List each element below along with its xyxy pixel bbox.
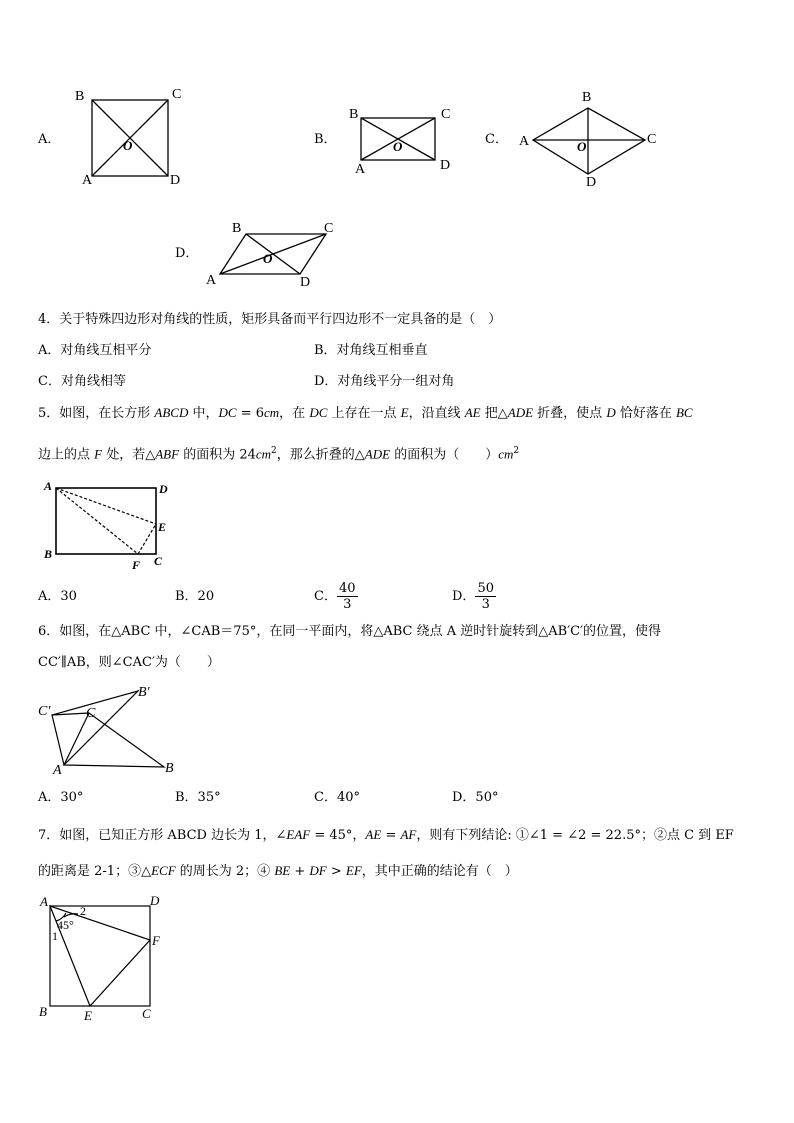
- svg-text:A: A: [206, 273, 217, 288]
- svg-text:E: E: [84, 1008, 92, 1022]
- svg-text:A: A: [53, 763, 62, 778]
- svg-text:C′: C′: [38, 704, 51, 719]
- q5-option-b: B．20: [175, 589, 215, 604]
- q4-option-b: B．对角线互相垂直: [314, 343, 428, 358]
- svg-text:O: O: [577, 139, 587, 154]
- svg-text:A: A: [355, 162, 366, 176]
- q7-square-figure: [36, 892, 176, 1022]
- svg-text:B: B: [75, 89, 85, 104]
- svg-text:B: B: [165, 761, 174, 776]
- q3-figure-c-rhombus: [515, 88, 665, 190]
- svg-text:C: C: [154, 554, 163, 568]
- q4-option-c: C．对角线相等: [38, 374, 126, 389]
- q6-option-d: D．50°: [452, 790, 499, 805]
- q3-figure-a-square: [72, 84, 197, 190]
- q7-stem-line2: 的距离是 2-1；③△ECF 的周长为 2；④ BE + DF > EF，其中正确的结论有（ ）: [38, 863, 518, 879]
- svg-text:O: O: [393, 139, 403, 154]
- svg-text:2: 2: [80, 904, 86, 918]
- q5-option-a: A．30: [38, 589, 77, 604]
- q5-stem-line2: 边上的点 F 处，若△ABF 的面积为 $24cm^2$，那么折叠的△ADE 的面积为（ ）$cm^2$: [38, 446, 520, 463]
- svg-text:C: C: [172, 87, 182, 102]
- svg-text:B: B: [39, 1004, 47, 1019]
- q6-option-a: A．30°: [38, 790, 84, 805]
- svg-text:B: B: [582, 90, 592, 105]
- q6-stem-line1: 6．如图，在△ABC 中，∠CAB＝75°，在同一平面内，将△ABC 绕点 A 逆时针旋转到△AB′C′的位置，使得: [38, 624, 662, 639]
- q3-option-a-label: A．: [38, 132, 61, 147]
- svg-text:C: C: [324, 221, 334, 236]
- svg-text:F: F: [132, 558, 141, 572]
- svg-text:C: C: [647, 132, 657, 147]
- svg-text:O: O: [263, 251, 273, 266]
- svg-text:B′: B′: [138, 685, 150, 700]
- q3-option-d-label: D．: [175, 246, 199, 261]
- svg-text:D: D: [170, 173, 181, 188]
- svg-text:B: B: [232, 221, 242, 236]
- q4-option-d: D．对角线平分一组对角: [314, 374, 455, 389]
- q5-stem-line1: 5．如图，在长方形 ABCD 中，DC = 6cm，在 DC 上存在一点 E，沿直线 AE 把△ADE 折叠，使点 D 恰好落在 BC: [38, 405, 693, 421]
- svg-text:B: B: [44, 547, 53, 561]
- q6-option-c: C．40°: [314, 790, 360, 805]
- svg-text:D: D: [440, 158, 451, 173]
- svg-text:D: D: [159, 482, 168, 496]
- svg-text:1: 1: [52, 929, 58, 943]
- q5-option-d: D． $\frac{50}{3}$: [452, 581, 494, 612]
- svg-text:D: D: [300, 275, 311, 290]
- svg-text:A: A: [519, 134, 530, 149]
- svg-text:O: O: [123, 138, 133, 153]
- q6-stem-line2: CC′∥AB，则∠CAC′为（ ）: [38, 655, 220, 670]
- q5-rectangle-fold-figure: [36, 476, 186, 572]
- svg-text:D: D: [150, 893, 160, 908]
- q3-option-b-label: B．: [314, 132, 337, 147]
- svg-text:C: C: [441, 107, 451, 122]
- svg-text:E: E: [158, 520, 167, 534]
- q5-option-c: C． $\frac{40}{3}$: [314, 581, 356, 612]
- svg-text:C: C: [86, 706, 96, 721]
- q6-option-b: B．35°: [175, 790, 221, 805]
- svg-text:A: A: [44, 479, 53, 493]
- q3-figure-d-parallelogram: [200, 218, 350, 290]
- q7-stem-line1: 7．如图，已知正方形 ABCD 边长为 1，∠EAF = 45°，AE = AF，则有下列结论: ①∠1 = ∠2 = 22.5°；②点 C 到 EF: [38, 827, 734, 843]
- q4-option-a: A．对角线互相平分: [38, 343, 152, 358]
- q3-option-c-label: C．: [485, 132, 508, 147]
- svg-text:D: D: [586, 175, 597, 190]
- svg-text:F: F: [152, 933, 160, 948]
- q6-rotation-figure: [34, 683, 184, 779]
- svg-text:A: A: [82, 173, 93, 188]
- svg-text:C: C: [142, 1006, 151, 1021]
- q4-stem: 4．关于特殊四边形对角线的性质，矩形具备而平行四边形不一定具备的是（ ）: [38, 312, 502, 327]
- svg-text:B: B: [349, 107, 359, 122]
- svg-text:45°: 45°: [57, 918, 74, 932]
- q3-figure-b-rectangle: [345, 102, 460, 176]
- svg-text:A: A: [40, 894, 48, 909]
